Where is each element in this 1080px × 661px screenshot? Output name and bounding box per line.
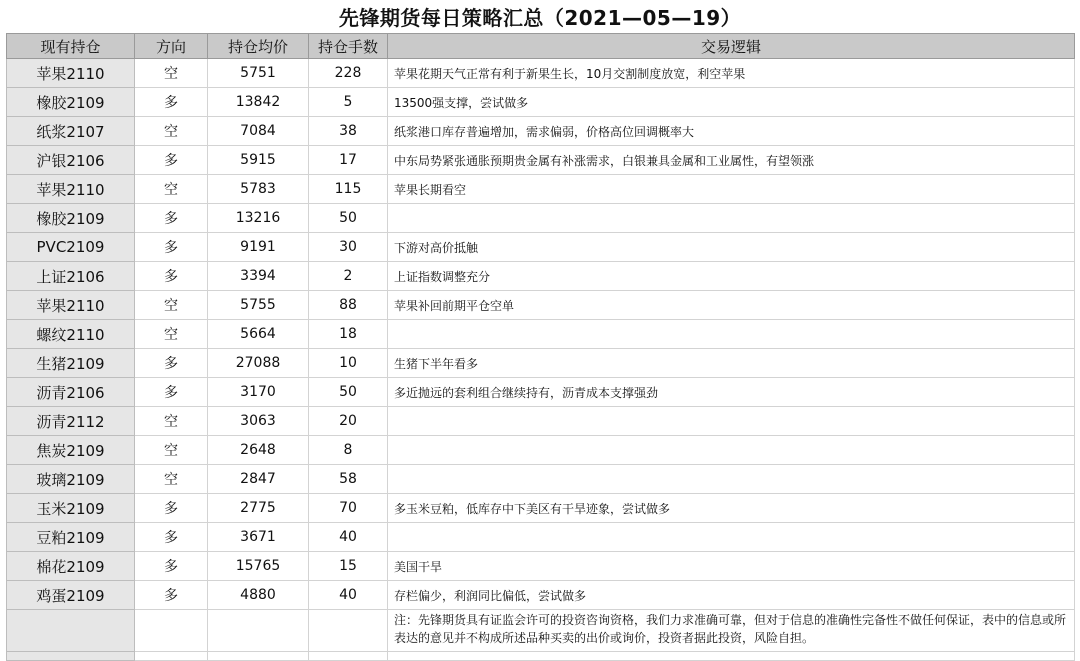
table-row: [7, 465, 1075, 494]
empty-cell: [388, 652, 1075, 661]
avg-price-cell: 3394: [208, 262, 309, 291]
direction-cell: 多: [135, 494, 208, 523]
position-name-cell: 苹果2110: [7, 59, 135, 88]
disclaimer-note: 注：先锋期货具有证监会许可的投资咨询资格，我们力求准确可靠，但对于信息的准确性完备性不做任何保证，表中的信息或所表达的意见并不构成所述品种买卖的出价或询价，投资者据此投资，风险自担。: [388, 610, 1075, 652]
avg-price-cell: 13842: [208, 88, 309, 117]
position-name-cell: 焦炭2109: [7, 436, 135, 465]
direction-cell: 空: [135, 320, 208, 349]
note-cell-empty: [309, 610, 388, 652]
logic-cell: 纸浆港口库存普遍增加，需求偏弱，价格高位回调概率大: [388, 117, 1075, 146]
table-row: [7, 523, 1075, 552]
lots-cell: 70: [309, 494, 388, 523]
table-row: [7, 378, 1075, 407]
position-name-cell: 沪银2106: [7, 146, 135, 175]
avg-price-cell: 5755: [208, 291, 309, 320]
logic-cell: [388, 465, 1075, 494]
header-avg-price: 持仓均价: [208, 34, 309, 59]
logic-cell: 中东局势紧张通胀预期贵金属有补涨需求，白银兼具金属和工业属性，有望领涨: [388, 146, 1075, 175]
page-title: 先锋期货每日策略汇总（2021—05—19）: [338, 6, 742, 30]
position-name-cell: 沥青2112: [7, 407, 135, 436]
table-body: [7, 59, 1075, 661]
avg-price-cell: 27088: [208, 349, 309, 378]
lots-cell: 50: [309, 378, 388, 407]
lots-cell: 115: [309, 175, 388, 204]
lots-cell: 228: [309, 59, 388, 88]
logic-cell: 苹果补回前期平仓空单: [388, 291, 1075, 320]
position-name-cell: 上证2106: [7, 262, 135, 291]
lots-cell: 17: [309, 146, 388, 175]
avg-price-cell: 5751: [208, 59, 309, 88]
position-name-cell: 棉花2109: [7, 552, 135, 581]
lots-cell: 88: [309, 291, 388, 320]
logic-cell: [388, 320, 1075, 349]
direction-cell: 多: [135, 204, 208, 233]
direction-cell: 多: [135, 146, 208, 175]
lots-cell: 8: [309, 436, 388, 465]
avg-price-cell: 2648: [208, 436, 309, 465]
lots-cell: 15: [309, 552, 388, 581]
logic-cell: [388, 407, 1075, 436]
position-name-cell: 沥青2106: [7, 378, 135, 407]
direction-cell: 空: [135, 465, 208, 494]
table-row: [7, 494, 1075, 523]
logic-cell: 多玉米豆粕，低库存中下美区有干旱迹象，尝试做多: [388, 494, 1075, 523]
table-row: [7, 146, 1075, 175]
table-row: [7, 117, 1075, 146]
lots-cell: 20: [309, 407, 388, 436]
logic-cell: [388, 436, 1075, 465]
position-name-cell: 苹果2110: [7, 175, 135, 204]
direction-cell: 多: [135, 349, 208, 378]
direction-cell: 空: [135, 436, 208, 465]
lots-cell: 2: [309, 262, 388, 291]
logic-cell: 下游对高价抵触: [388, 233, 1075, 262]
avg-price-cell: 4880: [208, 581, 309, 610]
header-position: 现有持仓: [7, 34, 135, 59]
avg-price-cell: 5915: [208, 146, 309, 175]
note-cell-empty: [135, 610, 208, 652]
table-row: [7, 204, 1075, 233]
lots-cell: 58: [309, 465, 388, 494]
avg-price-cell: 3671: [208, 523, 309, 552]
empty-cell: [309, 652, 388, 661]
position-name-cell: PVC2109: [7, 233, 135, 262]
table-row: [7, 88, 1075, 117]
position-name-cell: 豆粕2109: [7, 523, 135, 552]
lots-cell: 40: [309, 581, 388, 610]
empty-cell: [7, 652, 135, 661]
logic-cell: 苹果花期天气正常有利于新果生长，10月交割制度放宽，利空苹果: [388, 59, 1075, 88]
direction-cell: 多: [135, 523, 208, 552]
avg-price-cell: 5783: [208, 175, 309, 204]
direction-cell: 多: [135, 581, 208, 610]
direction-cell: 多: [135, 233, 208, 262]
lots-cell: 40: [309, 523, 388, 552]
avg-price-cell: 2847: [208, 465, 309, 494]
position-name-cell: 橡胶2109: [7, 204, 135, 233]
table-row: [7, 407, 1075, 436]
table-row: [7, 552, 1075, 581]
logic-cell: 多近抛远的套利组合继续持有，沥青成本支撑强劲: [388, 378, 1075, 407]
note-cell-empty: [208, 610, 309, 652]
direction-cell: 多: [135, 88, 208, 117]
empty-cell: [135, 652, 208, 661]
table-row: [7, 320, 1075, 349]
logic-cell: 美国干旱: [388, 552, 1075, 581]
logic-cell: [388, 523, 1075, 552]
position-name-cell: 苹果2110: [7, 291, 135, 320]
position-name-cell: 生猪2109: [7, 349, 135, 378]
avg-price-cell: 2775: [208, 494, 309, 523]
lots-cell: 50: [309, 204, 388, 233]
position-name-cell: 橡胶2109: [7, 88, 135, 117]
position-name-cell: 玻璃2109: [7, 465, 135, 494]
direction-cell: 空: [135, 59, 208, 88]
note-row: [7, 610, 1075, 652]
avg-price-cell: 13216: [208, 204, 309, 233]
lots-cell: 5: [309, 88, 388, 117]
avg-price-cell: 3170: [208, 378, 309, 407]
logic-cell: 上证指数调整充分: [388, 262, 1075, 291]
table-row: [7, 59, 1075, 88]
logic-cell: 13500强支撑，尝试做多: [388, 88, 1075, 117]
table-row: [7, 349, 1075, 378]
position-name-cell: 纸浆2107: [7, 117, 135, 146]
logic-cell: [388, 204, 1075, 233]
header-logic: 交易逻辑: [388, 34, 1075, 59]
position-name-cell: 玉米2109: [7, 494, 135, 523]
lots-cell: 30: [309, 233, 388, 262]
logic-cell: 存栏偏少，利润同比偏低，尝试做多: [388, 581, 1075, 610]
table-row: [7, 291, 1075, 320]
strategy-table: [6, 33, 1075, 661]
header-direction: 方向: [135, 34, 208, 59]
header-lots: 持仓手数: [309, 34, 388, 59]
direction-cell: 空: [135, 291, 208, 320]
avg-price-cell: 7084: [208, 117, 309, 146]
logic-cell: 生猪下半年看多: [388, 349, 1075, 378]
table-row: [7, 233, 1075, 262]
avg-price-cell: 3063: [208, 407, 309, 436]
logic-cell: 苹果长期看空: [388, 175, 1075, 204]
table-row: [7, 262, 1075, 291]
avg-price-cell: 15765: [208, 552, 309, 581]
direction-cell: 空: [135, 117, 208, 146]
lots-cell: 38: [309, 117, 388, 146]
table-row: [7, 581, 1075, 610]
avg-price-cell: 9191: [208, 233, 309, 262]
empty-row: [7, 652, 1075, 661]
header-row: [7, 34, 1075, 59]
direction-cell: 多: [135, 378, 208, 407]
position-name-cell: 鸡蛋2109: [7, 581, 135, 610]
table-row: [7, 175, 1075, 204]
table-row: [7, 436, 1075, 465]
avg-price-cell: 5664: [208, 320, 309, 349]
empty-cell: [208, 652, 309, 661]
direction-cell: 多: [135, 552, 208, 581]
direction-cell: 空: [135, 175, 208, 204]
direction-cell: 多: [135, 262, 208, 291]
lots-cell: 18: [309, 320, 388, 349]
direction-cell: 空: [135, 407, 208, 436]
lots-cell: 10: [309, 349, 388, 378]
position-name-cell: 螺纹2110: [7, 320, 135, 349]
note-cell-empty: [7, 610, 135, 652]
